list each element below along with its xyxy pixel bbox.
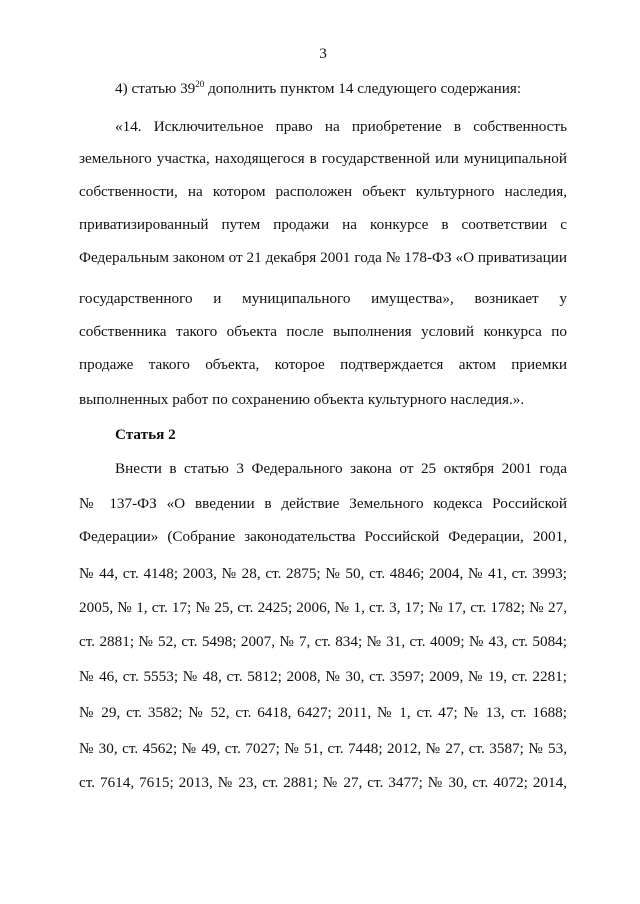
clause-line: приватизированный путем продажи на конкурсе в соответствии с [79,216,567,233]
article-line: Федерации» (Собрание законодательства Российской Федерации, 2001, [79,528,567,545]
amendment-line [115,79,567,99]
article-line: ст. 7614, 7615; 2013, № 23, ст. 2881; № 27, ст. 3477; № 30, ст. 4072; 2014, [79,774,567,791]
clause-line: государственного и муниципального имущества», возникает у [79,290,567,307]
clause-line: земельного участка, находящегося в государственной или муниципальной [79,150,567,167]
article-line: № 29, ст. 3582; № 52, ст. 6418, 6427; 2011, № 1, ст. 47; № 13, ст. 1688; [79,704,567,721]
article-heading: Статья 2 [115,426,176,443]
article-line: ст. 2881; № 52, ст. 5498; 2007, № 7, ст. 834; № 31, ст. 4009; № 43, ст. 5084; [79,633,567,650]
article-line: 2005, № 1, ст. 17; № 25, ст. 2425; 2006, № 1, ст. 3, 17; № 17, ст. 1782; № 27, [79,599,567,616]
clause-line: выполненных работ по сохранению объекта культурного наследия.». [79,391,525,408]
article-line: Внести в статью 3 Федерального закона от 25 октября 2001 года [115,460,567,477]
amendment-superscript: 20 [195,79,205,89]
article-line: № 137-ФЗ «О введении в действие Земельного кодекса Российской [79,495,567,512]
clause-line: собственности, на котором расположен объект культурного наследия, [79,183,567,200]
clause-line: Федеральным законом от 21 декабря 2001 года № 178-ФЗ «О приватизации [79,249,567,266]
page-number: 3 [319,45,327,62]
clause-line: собственника такого объекта после выполнения условий конкурса по [79,323,567,340]
article-line: № 46, ст. 5553; № 48, ст. 5812; 2008, № 30, ст. 3597; 2009, № 19, ст. 2281; [79,668,567,685]
article-line: № 30, ст. 4562; № 49, ст. 7027; № 51, ст. 7448; 2012, № 27, ст. 3587; № 53, [79,740,567,757]
amendment-text-before: 4) статью 39 [115,80,196,97]
amendment-text-after: дополнить пунктом 14 следующего содержания: [204,80,522,97]
article-line: № 44, ст. 4148; 2003, № 28, ст. 2875; № 50, ст. 4846; 2004, № 41, ст. 3993; [79,565,567,582]
clause-line: продаже такого объекта, которое подтверждается актом приемки [79,356,567,373]
clause-line: «14. Исключительное право на приобретение в собственность [115,118,567,135]
